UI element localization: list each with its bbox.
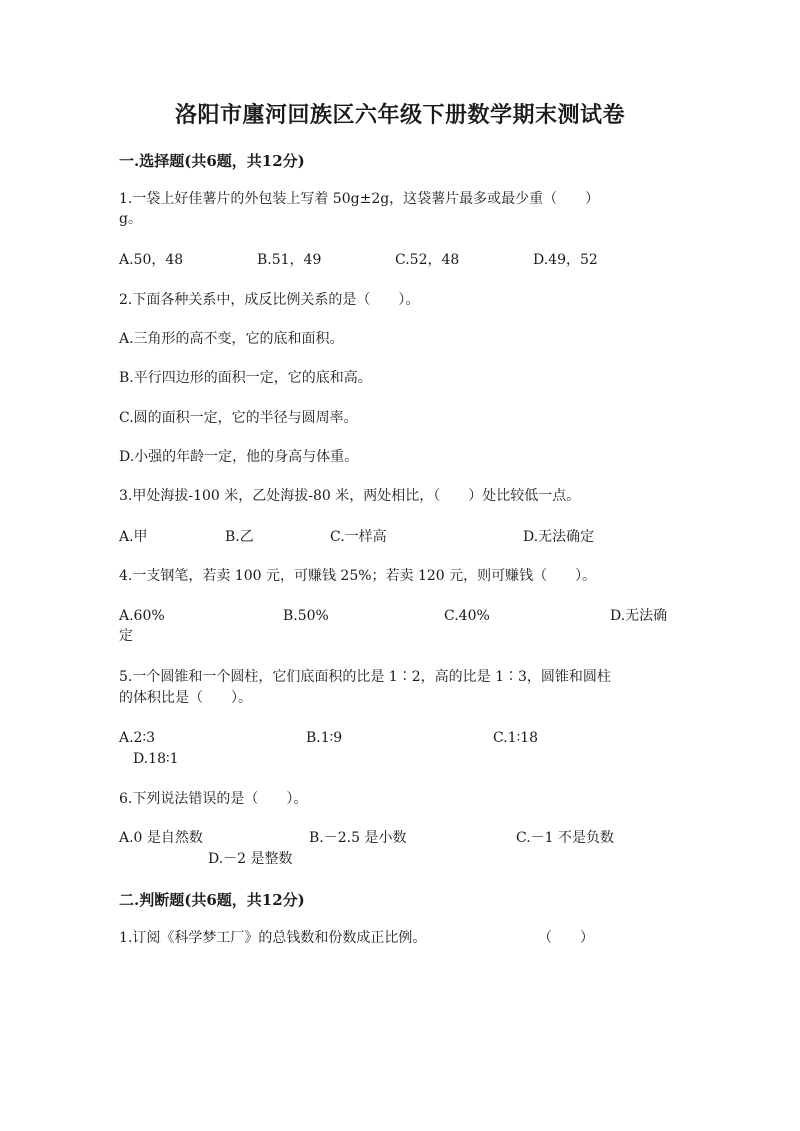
section-heading-judgment: 二.判断题(共6题，共12分) <box>119 891 305 909</box>
question-3-option-a: A.甲 <box>119 529 148 545</box>
question-6-stem: 6.下列说法错误的是（ ）。 <box>119 791 308 807</box>
question-2-option-c: C.圆的面积一定，它的半径与圆周率。 <box>119 410 358 426</box>
judgment-question-1-stem: 1.订阅《科学梦工厂》的总钱数和份数成正比例。 <box>119 930 427 946</box>
question-3-option-d: D.无法确定 <box>523 529 595 545</box>
question-3-option-c: C.一样高 <box>330 529 387 545</box>
page-title: 洛阳市廛河回族区六年级下册数学期末测试卷 <box>174 102 625 128</box>
question-5-option-a: A.2∶3 <box>119 730 156 746</box>
question-1-option-b: B.51，49 <box>257 252 322 268</box>
question-5-option-d: D.18∶1 <box>133 751 179 767</box>
question-2-option-a: A.三角形的高不变，它的底和面积。 <box>119 331 344 347</box>
question-5-stem-cont: 的体积比是（ ）。 <box>119 690 252 706</box>
question-4-option-c: C.40% <box>444 608 490 624</box>
question-5-option-c: C.1∶18 <box>493 730 539 746</box>
question-1-option-c: C.52，48 <box>395 252 460 268</box>
question-6-option-d: D.－2 是整数 <box>208 851 293 867</box>
question-1-option-d: D.49，52 <box>533 252 598 268</box>
question-4-option-a: A.60% <box>119 608 165 624</box>
question-5-stem: 5.一个圆锥和一个圆柱，它们底面积的比是 1∶2，高的比是 1∶3，圆锥和圆柱 <box>119 669 611 685</box>
question-2-option-b: B.平行四边形的面积一定，它的底和高。 <box>119 370 372 386</box>
question-3-stem: 3.甲处海拔-100 米，乙处海拔-80 米，两处相比，（ ）处比较低一点。 <box>119 488 581 504</box>
question-2-stem: 2.下面各种关系中，成反比例关系的是（ ）。 <box>119 292 420 308</box>
question-4-option-b: B.50% <box>283 608 329 624</box>
question-4-stem: 4.一支钢笔，若卖 100 元，可赚钱 25%；若卖 120 元，则可赚钱（ ）。 <box>119 568 597 584</box>
question-6-option-b: B.－2.5 是小数 <box>309 830 407 846</box>
question-1-option-a: A.50，48 <box>119 252 184 268</box>
question-1-stem: 1.一袋上好佳薯片的外包装上写着 50g±2g，这袋薯片最多或最少重（ ） <box>119 191 600 207</box>
question-6-option-c: C.－1 不是负数 <box>516 830 615 846</box>
question-5-option-b: B.1∶9 <box>306 730 343 746</box>
question-4-option-d: D.无法确 <box>610 608 668 624</box>
question-1-stem-cont: g。 <box>119 211 142 227</box>
judgment-question-1-blank: （ ） <box>538 930 594 946</box>
question-3-option-b: B.乙 <box>225 529 254 545</box>
question-2-option-d: D.小强的年龄一定，他的身高与体重。 <box>119 449 359 465</box>
question-6-option-a: A.0 是自然数 <box>119 830 203 846</box>
question-4-option-d-cont: 定 <box>119 628 133 644</box>
section-heading-choice: 一.选择题(共6题，共12分) <box>119 152 305 170</box>
